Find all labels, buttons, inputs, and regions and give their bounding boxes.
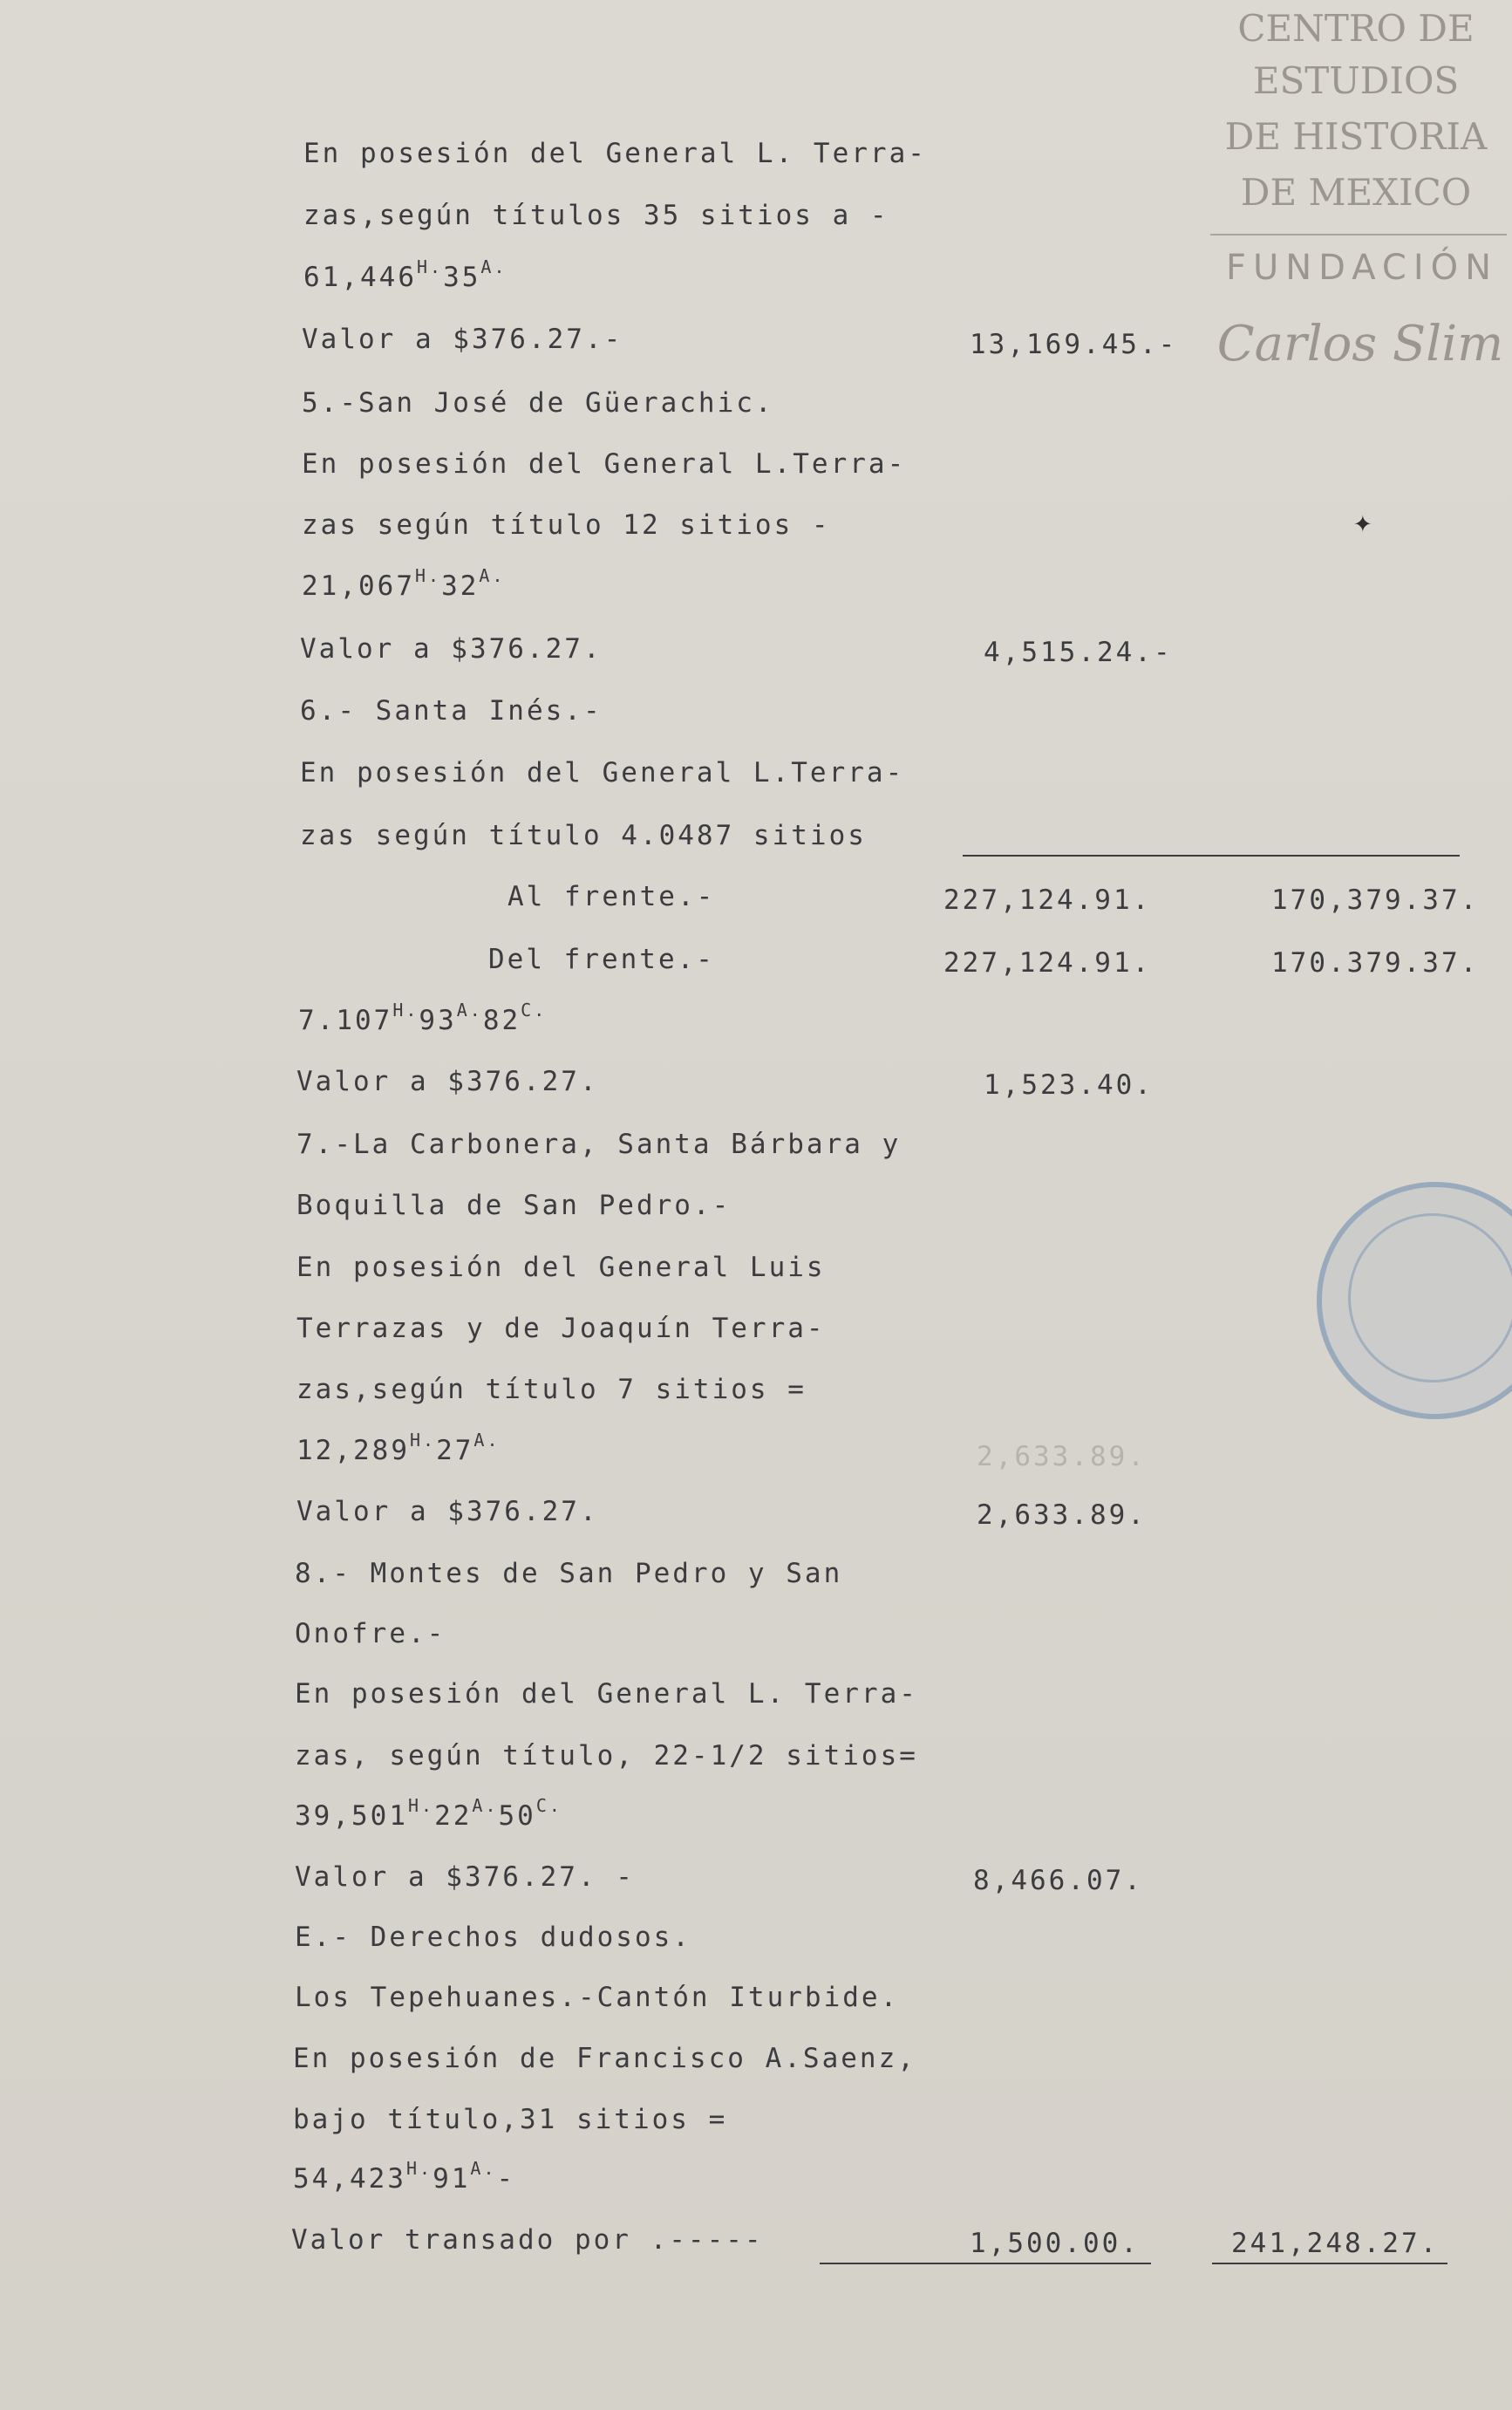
text-line: $21,067^{H.}32^{A.}$ (302, 564, 506, 602)
text-line: Boquilla de San Pedro.- (296, 1190, 732, 1221)
text-line: Al frente.- (507, 881, 716, 912)
text-line: En posesión del General L. Terra- (303, 138, 927, 169)
text-line: En posesión del General L.Terra- (300, 757, 905, 789)
amount-value: 8,466.07. (973, 1865, 1143, 1896)
text-line: zas,según títulos 35 sitios a - (303, 200, 889, 231)
amount-value: 4,515.24.- (984, 637, 1173, 668)
text-line: En posesión del General L.Terra- (302, 448, 907, 480)
court-stamp-icon (1317, 1182, 1512, 1419)
text-line: En posesión del General L. Terra- (295, 1678, 918, 1710)
watermark-line-3: DE HISTORIA (1224, 115, 1488, 158)
text-line: Valor a $376.27. - (295, 1861, 635, 1893)
text-line: En posesión de Francisco A.Saenz, (293, 2043, 916, 2074)
text-line: bajo título,31 sitios = (293, 2104, 728, 2135)
text-line: zas,según título 7 sitios = (296, 1374, 807, 1405)
watermark-line-2: ESTUDIOS (1252, 59, 1460, 102)
text-line: $7.107^{H.}93^{A.}82^{C.}$ (298, 999, 548, 1036)
text-line: 6.- Santa Inés.- (300, 695, 603, 727)
text-line: zas según título 4.0487 sitios (300, 820, 867, 851)
text-line: zas, según título, 22-1/2 sitios= (295, 1740, 918, 1772)
amount-value: 170,379.37. (1271, 884, 1480, 916)
total-amount: 241,248.27. (1231, 2228, 1440, 2259)
text-line: E.- Derechos dudosos. (295, 1922, 691, 1953)
text-line: Valor a $376.27. (296, 1066, 599, 1097)
text-line: $12,289^{H.}27^{A.}$ (296, 1429, 501, 1466)
text-line: Valor transado por .----- (291, 2224, 764, 2256)
text-line: $54,423^{H.}91^{A.}-$ (293, 2157, 516, 2195)
text-line: 7.-La Carbonera, Santa Bárbara y (296, 1129, 902, 1160)
subtotal-rule (963, 855, 1460, 857)
text-line: $61,446^{H.}35^{A.}$ (303, 256, 507, 293)
text-line: Valor a $376.27.- (302, 324, 623, 355)
watermark-line-5: FUNDACIÓN (1225, 248, 1499, 288)
watermark-signature: Carlos Slim (1216, 316, 1504, 372)
text-line: 8.- Montes de San Pedro y San (295, 1558, 843, 1589)
amount-value: 170.379.37. (1271, 947, 1480, 979)
text-line: Los Tepehuanes.-Cantón Iturbide. (295, 1982, 900, 2013)
arrow-mark-icon: ✦ (1353, 504, 1372, 540)
text-line: Onofre.- (295, 1618, 446, 1649)
text-line: En posesión del General Luis (296, 1252, 826, 1283)
amount-value: 13,169.45.- (970, 329, 1178, 360)
text-line: $39,501^{H.}22^{A.}50^{C.}$ (295, 1794, 562, 1832)
watermark-line-4: DE MEXICO (1240, 171, 1472, 214)
watermark-line-1: CENTRO DE (1237, 7, 1475, 50)
text-line: zas según título 12 sitios - (302, 509, 831, 541)
amount-value: 1,500.00. (970, 2228, 1140, 2259)
text-line: Valor a $376.27. (296, 1496, 599, 1527)
text-line: 5.-San José de Güerachic. (302, 387, 774, 419)
amount-value-faint: 2,633.89. (977, 1441, 1147, 1472)
watermark-divider (1210, 234, 1507, 236)
total-underline-2 (1212, 2263, 1447, 2264)
amount-value: 2,633.89. (977, 1499, 1147, 1531)
amount-value: 227,124.91. (943, 947, 1152, 979)
amount-value: 1,523.40. (984, 1069, 1154, 1101)
text-line: Del frente.- (488, 944, 715, 975)
text-line: Terrazas y de Joaquín Terra- (296, 1313, 826, 1344)
text-line: Valor a $376.27. (300, 633, 603, 665)
amount-value: 227,124.91. (943, 884, 1152, 916)
total-underline-1 (820, 2263, 1151, 2264)
